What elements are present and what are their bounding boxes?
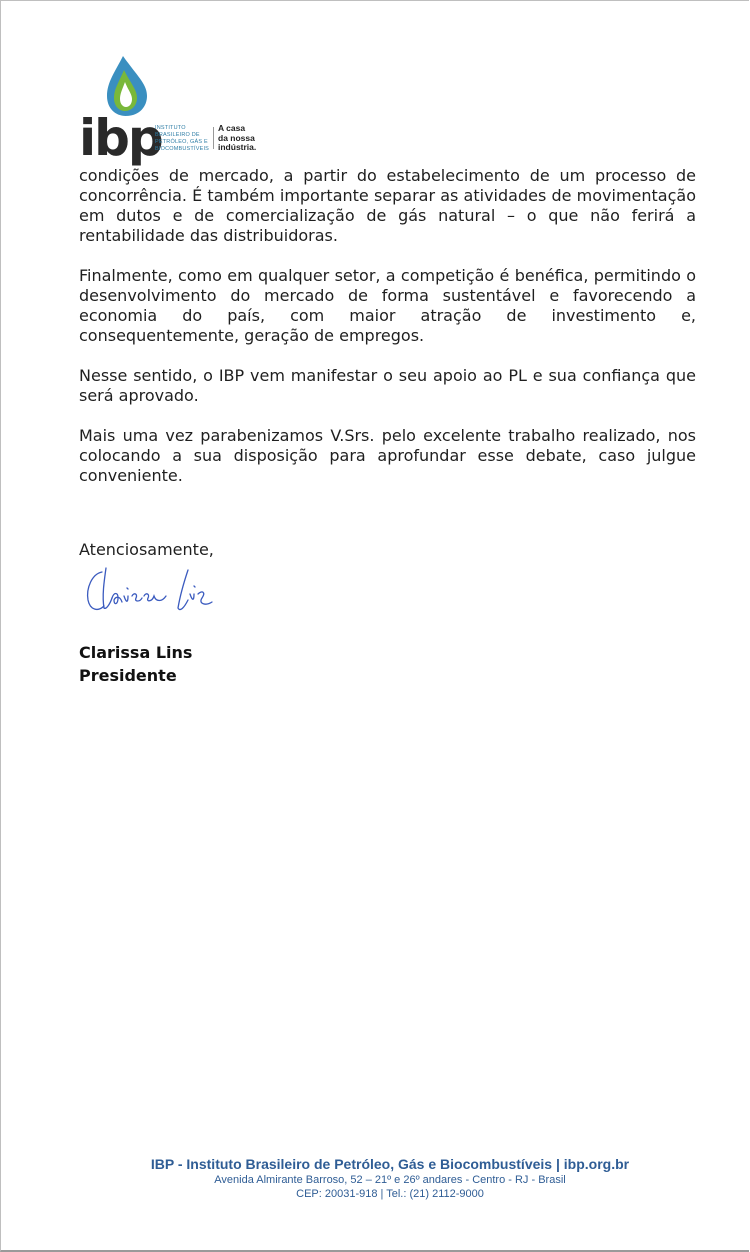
- signer-block: [79, 641, 192, 687]
- footer-contact: CEP: 20031-918 | Tel.: (21) 2112-9000: [296, 1188, 484, 1200]
- closing-salutation: Atenciosamente,: [79, 540, 214, 559]
- handwritten-signature: [84, 562, 229, 622]
- paragraph-support: Nesse sentido, o IBP vem manifestar o seu apoio ao PL e sua confiança que será aprovado.: [79, 366, 696, 405]
- signer-name: Clarissa Lins: [79, 643, 193, 662]
- letterhead-footer: [0, 1155, 750, 1201]
- logo-institute-text: INSTITUTO BRASILEIRO DE PETRÓLEO, GÁS E BIOCOMBUSTÍVEIS: [155, 125, 210, 152]
- signer-title: Presidente: [79, 666, 177, 685]
- logo-wordmark: ibp: [79, 109, 162, 167]
- paragraph-market-conditions: condições de mercado, a partir do estabelecimento de um processo de concorrência. É também importante separar as atividades de movimentação em dutos e de comercialização de gás natural – o que não ferirá a rentabilidade das distribuidoras.: [79, 166, 696, 245]
- logo-tagline: A casa da nossa indústria.: [218, 123, 257, 152]
- footer-address: Avenida Almirante Barroso, 52 – 21º e 26º andares - Centro - RJ - Brasil: [214, 1174, 566, 1186]
- paragraph-competition: Finalmente, como em qualquer setor, a competição é benéfica, permitindo o desenvolvimento do mercado de forma sustentável e favorecendo a economia do país, com maior atração de investimento e, consequentemente, geração de empregos.: [79, 266, 696, 345]
- ibp-logo: [79, 54, 279, 168]
- letter-body: [79, 166, 696, 506]
- paragraph-thanks: Mais uma vez parabenizamos V.Srs. pelo excelente trabalho realizado, nos colocando a sua disposição para aprofundar esse debate, caso julgue conveniente.: [79, 426, 696, 485]
- logo-divider: [213, 127, 214, 149]
- footer-organization: IBP - Instituto Brasileiro de Petróleo, Gás e Biocombustíveis | ibp.org.br: [150, 1156, 630, 1172]
